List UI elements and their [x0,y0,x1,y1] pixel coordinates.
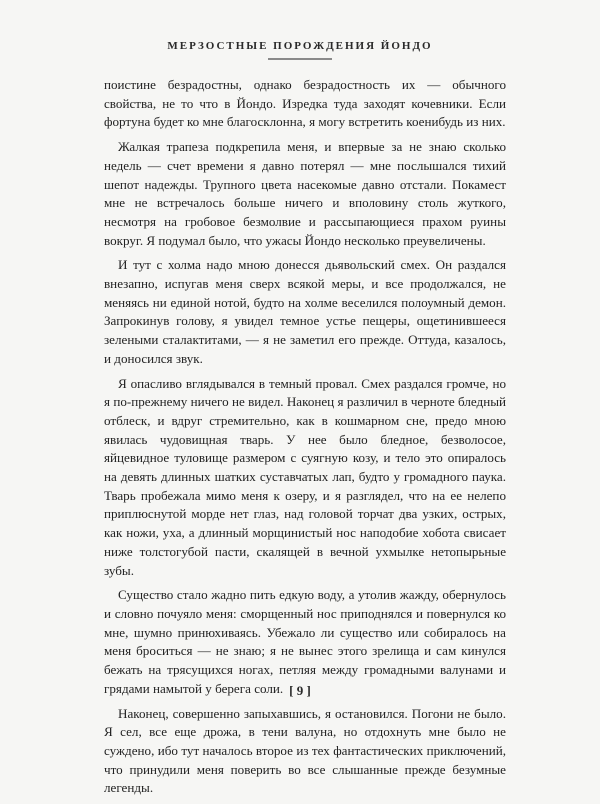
paragraph: Существо стало жадно пить едкую воду, а утолив жажду, обернулось и словно почуяло меня: сморщенный нос приподнялся и повернулся ко мне, шумно принюхиваясь. Убежало ли существо или собиралось на меня броситься — не знаю; я не вынес этого зрелища и сам кинулся бежать на трясущихся ногах, петляя между громадными валунами и грядами намытой у берега соли. [104,587,506,696]
paragraph: Жалкая трапеза подкрепила меня, и впервые за не знаю сколько недель — счет времени я давно потерял — мне послышался тихий шепот надежды. Трупного цвета насекомые давно отстали. Покамест мне не встречалось больше ничего и вполовину столь жуткого, несмотря на гробовое безмолвие и рассыпающиеся прахом руины вокруг. Я подумал было, что ужасы Йондо несколько преувеличены. [104,139,506,248]
paragraph: И тут с холма надо мною донесся дьявольский смех. Он раздался внезапно, испугав меня сверх всякой меры, и все продолжался, не меняясь ни единой нотой, будто на холме веселился полоумный демон. Запрокинув голову, я увидел темное устье пещеры, ощетинившееся зелеными сталактитами, — я не заметил его прежде. Оттуда, казалось, и доносился звук. [104,257,506,366]
paragraph: поистине безрадостны, однако безрадостность их — обычного свойства, не то что в Йондо. Изредка туда заходят кочевники. Если фортуна будет ко мне благосклонна, я могу встретить коенибудь из них. [104,77,506,130]
header-rule [268,58,332,60]
paragraph: Наконец, совершенно запыхавшись, я остановился. Погони не было. Я сел, все еще дрожа, в тени валуна, но отдохнуть мне было не суждено, ибо тут началось второе из тех фантастических приключений, что принудили меня поверить во все слышанные прежде безумные легенды. [104,705,506,796]
running-head: МЕРЗОСТНЫЕ ПОРОЖДЕНИЯ ЙОНДО [167,40,433,52]
page-number: [ 9 ] [289,683,311,698]
paragraph: Я опасливо вглядывался в темный провал. Смех раздался громче, но я по-прежнему ничего не видел. Наконец я различил в черноте бледный отблеск, и вдруг стремительно, как в кошмарном сне, предо мною явилась чудовищная тварь. У нее было бледное, безволосое, яйцевидное туловище размером с суягную козу, и тело это опиралось на девять длинных шатких суставчатых лап, будто у громадного паука. Тварь пробежала мимо меня к озеру, и я разглядел, что на ее нелепо приплюснутой морде нет глаз, над головой торчат два узких, острых, как ножи, уха, а длинный морщинистый нос наподобие хобота свисает ниже толстогубой пасти, скалящей в вечной ухмылке нетопырьные зубы. [104,375,506,578]
